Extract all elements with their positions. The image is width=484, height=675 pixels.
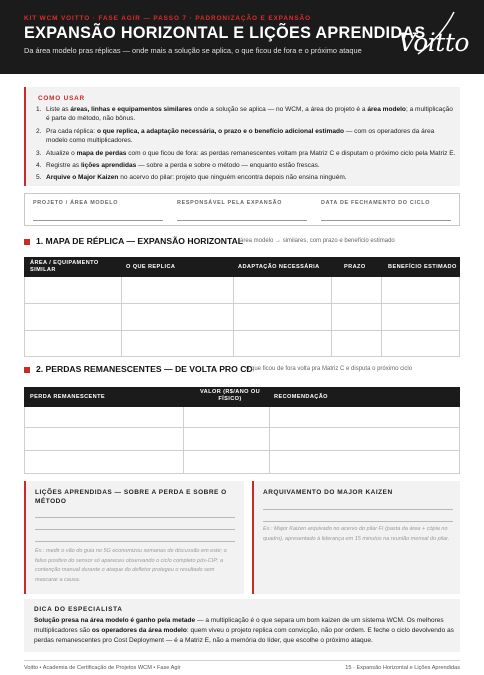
write-line: [35, 541, 235, 542]
voitto-logo: Voitto: [398, 28, 469, 57]
example-line: contenção manual durante o ataque do defletor protegeu o resultado sem: [35, 567, 215, 574]
remaining-losses-table-body[interactable]: [24, 407, 460, 474]
list-item-text: ; a multiplicação é parte do método, não bônus.: [46, 106, 453, 123]
write-line: [177, 220, 307, 221]
list-item: [36, 161, 456, 170]
page-header: [0, 0, 484, 74]
section-2-note: o que ficou de fora volta pra Matriz C e disputa o próximo ciclo: [246, 366, 413, 372]
tip-bold: os operadores da área modelo: [91, 627, 187, 634]
example-line: falso positivo do sensor só apareceu observando o ciclo completo pós-CIP; a: [35, 557, 224, 564]
column-header: PRAZO: [344, 264, 366, 270]
section-2-heading: [24, 364, 460, 376]
list-item-text: Liste as: [46, 106, 71, 113]
list-item-number: 5.: [36, 174, 42, 182]
column-header: RECOMENDAÇÃO: [274, 394, 328, 400]
remaining-losses-table-header: [24, 387, 460, 407]
list-item-number: 1.: [36, 106, 42, 113]
replica-table-body[interactable]: [24, 277, 460, 357]
list-item-text: Registre as: [46, 162, 81, 170]
example-line: Ex.: medir o vão do guia no 5G economizou semanas de discussão em este; o: [35, 548, 227, 554]
expansion-owner-label: RESPONSÁVEL PELA EXPANSÃO: [177, 200, 283, 206]
list-item-text: com o que ficou de fora: as perdas remanescentes voltam pra Matriz C e disputam o próximo ciclo pela Matriz E.: [126, 149, 456, 157]
list-item: [36, 173, 456, 182]
page-subtitle: Da área modelo pras réplicas — onde mais a solução se aplica, o que ficou de fora e o próximo ataque: [24, 46, 362, 55]
list-item-number: 3.: [36, 149, 42, 157]
project-id-fields: [24, 193, 460, 226]
column-header: O QUE REPLICA: [126, 264, 176, 270]
list-item-bold: o que replica, a adaptação necessária, o prazo e o benefício adicional estimado: [96, 127, 344, 135]
section-1-heading: [24, 236, 460, 248]
cycle-close-date-label: DATA DE FECHAMENTO DO CICLO: [321, 200, 431, 206]
footer-right: 15 · Expansão Horizontal e Lições Aprendidas: [345, 665, 460, 671]
list-item-bold: Arquive o Major Kaizen: [46, 174, 119, 182]
write-line: [33, 220, 163, 221]
table-column-divider: [269, 407, 270, 473]
lessons-learned-label: LIÇÕES APRENDIDAS — SOBRE A PERDA E SOBRE O MÉTODO: [35, 489, 227, 505]
column-header: VALOR (R$/ANO OU FÍSICO): [199, 389, 261, 402]
expansion-owner-field[interactable]: [177, 200, 307, 206]
table-column-divider: [381, 277, 382, 356]
list-item-text: no acervo do pilar: projeto que ninguém encontra depois não ensina ninguém.: [118, 174, 347, 182]
list-item-bold: área modelo: [367, 106, 406, 113]
archive-example: [263, 525, 449, 544]
archive-panel[interactable]: [252, 481, 460, 594]
footer-divider: [24, 660, 460, 661]
table-column-divider: [183, 407, 184, 473]
header-kicker: KIT WCM VOITTO · FASE AGIR — PASSO 7 · PADRONIZAÇÃO E EXPANSÃO: [24, 15, 311, 22]
column-header: ADAPTAÇÃO NECESSÁRIA: [238, 264, 320, 270]
write-line: [321, 220, 451, 221]
section-1-note: área modelo → similares, com prazo e benefício estimado: [240, 238, 395, 244]
write-line: [263, 521, 453, 522]
list-item-text: Pra cada réplica:: [46, 127, 97, 135]
section-marker-icon: [24, 239, 30, 245]
replica-table-header: [24, 257, 460, 277]
column-header: BENEFÍCIO ESTIMADO: [388, 264, 457, 270]
list-item-bold: áreas, linhas e equipamentos similares: [70, 106, 192, 113]
archive-label: ARQUIVAMENTO DO MAJOR KAIZEN: [263, 489, 393, 496]
table-column-divider: [331, 277, 332, 356]
table-row-divider: [25, 427, 459, 428]
table-row-divider: [25, 303, 459, 304]
write-line: [35, 529, 235, 530]
write-line: [35, 517, 235, 518]
tip-text-part: : quem viveu o projeto replica com convicção, não por ordem. E feche o ciclo devolvendo as perdas remanescentes pro Cost Deployment — é a Matriz E, não a memória do líder, que escolhe o próximo ataque.: [34, 627, 454, 644]
project-area-field[interactable]: [33, 200, 163, 206]
example-line: mascarar a causa.: [35, 577, 81, 584]
list-item: [36, 149, 456, 158]
expert-tip-panel: [24, 599, 460, 652]
list-item-number: 4.: [36, 162, 42, 170]
section-marker-icon: [24, 367, 30, 373]
list-item-text: — com os operadores da área modelo como multiplicadores.: [46, 127, 435, 145]
project-area-label: PROJETO / ÁREA MODELO: [33, 200, 119, 206]
table-row-divider: [25, 330, 459, 331]
expert-tip-text: [34, 616, 454, 646]
expert-tip-label: DICA DO ESPECIALISTA: [34, 606, 123, 613]
list-item-number: 2.: [36, 127, 42, 135]
list-item-text: Atualize o: [46, 149, 77, 157]
section-2-title: 2. PERDAS REMANESCENTES — DE VOLTA PRO CD: [36, 364, 253, 374]
column-header: ÁREA / EQUIPAMENTO SIMILAR: [30, 260, 99, 273]
page-title: EXPANSÃO HORIZONTAL E LIÇÕES APRENDIDAS: [24, 24, 426, 42]
list-item-bold: lições aprendidas: [80, 162, 137, 170]
list-item-text: — sobre a perda e sobre o método — enquanto estão frescas.: [136, 162, 320, 170]
cycle-close-date-field[interactable]: [321, 200, 451, 206]
write-line: [263, 509, 453, 510]
tip-bold: Solução presa na área modelo é ganho pela metade: [34, 617, 196, 624]
list-item: [36, 105, 456, 124]
list-item: [36, 127, 456, 146]
how-to-use-panel: [24, 87, 460, 186]
how-to-use-label: COMO USAR: [38, 95, 85, 102]
table-row-divider: [25, 450, 459, 451]
lessons-example: [35, 547, 227, 586]
tip-text-part: — a multiplicação é o que separa um bom kaizen de um sistema WCM. Os melhores multiplicadores são: [34, 617, 444, 634]
list-item-bold: mapa de perdas: [76, 149, 127, 157]
section-1-title: 1. MAPA DE RÉPLICA — EXPANSÃO HORIZONTAL: [36, 236, 244, 246]
example-line: quadro), apresentado à liderança em 15 minutos na reunião mensal do pilar.: [263, 535, 450, 542]
footer-left: Voitto • Academia de Certificação de Projetos WCM • Fase Agir: [24, 665, 181, 671]
example-line: Ex.: Major Kaizen arquivado no acervo do pilar FI (pasta da área + cópia no: [263, 526, 448, 532]
lessons-learned-panel[interactable]: [24, 481, 244, 594]
how-to-use-list: [36, 105, 456, 183]
table-column-divider: [121, 277, 122, 356]
column-header: PERDA REMANESCENTE: [30, 394, 106, 400]
table-column-divider: [233, 277, 234, 356]
list-item-text: onde a solução se aplica — no WCM, a área do projeto é a: [191, 106, 368, 113]
